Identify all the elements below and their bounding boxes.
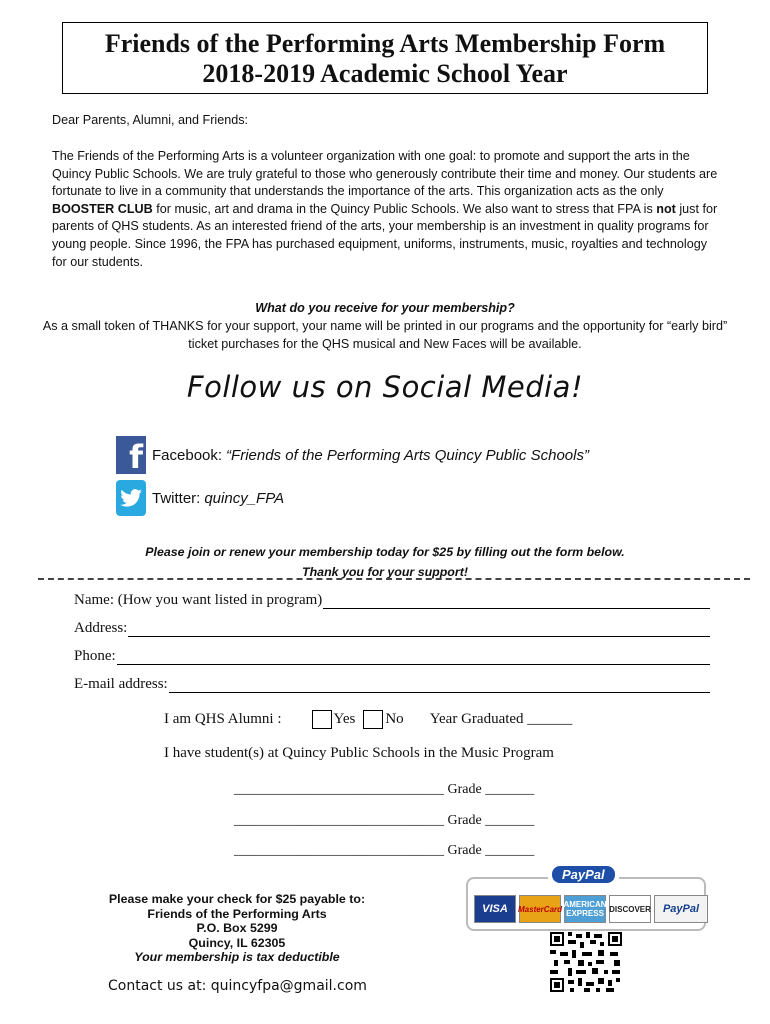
address-underline[interactable] <box>128 621 710 637</box>
no-label: No <box>385 711 404 727</box>
address-label: Address: <box>74 620 128 636</box>
student-grade-3[interactable]: ______________________________ Grade _______ <box>234 843 535 858</box>
city-state-zip: Quincy, IL 62305 <box>188 935 286 950</box>
twitter-icon[interactable] <box>116 480 146 516</box>
join-line2: Thank you for your support! <box>302 565 468 579</box>
facebook-page-name: “Friends of the Performing Arts Quincy Public Schools” <box>226 446 589 464</box>
twitter-row <box>116 480 284 516</box>
twitter-label: Twitter: <box>152 489 201 507</box>
po-box: P.O. Box 5299 <box>196 921 278 936</box>
paypal-logo: PayPal <box>548 867 619 882</box>
email-field[interactable] <box>74 676 710 693</box>
amex-icon: AMERICAN EXPRESS <box>564 895 606 923</box>
twitter-handle: quincy_FPA <box>204 489 285 507</box>
phone-label: Phone: <box>74 648 116 664</box>
join-line1: Please join or renew your membership today for $25 by filling out the form below. <box>145 545 625 559</box>
accepted-cards <box>474 895 708 923</box>
payment-info <box>72 892 402 965</box>
paypal-card-icon: PayPal <box>654 895 708 923</box>
student-grade-2[interactable]: ______________________________ Grade _______ <box>234 813 535 828</box>
name-label: Name: (How you want listed in program) <box>74 592 323 608</box>
yes-label: Yes <box>333 711 356 727</box>
intro-text: just for parents of QHS students. As an interested friend of the arts, your membership is an investment in quality programs for young people. Since 1996, the FPA has purchased equipment, uniforms, instruments, music, royalties and technology for our students. <box>52 201 718 269</box>
facebook-label: Facebook: <box>152 446 223 464</box>
alumni-yes-checkbox[interactable] <box>312 710 332 729</box>
mastercard-icon: MasterCard <box>519 895 561 923</box>
email-underline[interactable] <box>169 677 710 693</box>
name-field[interactable] <box>74 592 710 609</box>
phone-field[interactable] <box>74 648 710 665</box>
booster-club-bold: BOOSTER CLUB <box>52 201 153 216</box>
tax-deductible-note: Your membership is tax deductible <box>134 950 340 965</box>
contact-email: Contact us at: quincyfpa@gmail.com <box>108 978 367 994</box>
social-heading: Follow us on Social Media! <box>186 370 584 404</box>
alumni-label: I am QHS Alumni : <box>164 711 282 727</box>
benefits-question: What do you receive for your membership? <box>255 301 515 315</box>
cut-line <box>38 578 750 580</box>
alumni-no-checkbox[interactable] <box>363 710 383 729</box>
discover-icon: DISCOVER <box>609 895 651 923</box>
form-title: Friends of the Performing Arts Membership Form <box>104 29 666 58</box>
not-bold: not <box>656 201 676 216</box>
benefits-text: As a small token of THANKS for your support, your name will be printed in our programs and the opportunity for “early bird” ticket purchases for the QHS musical and New Faces will be available. <box>42 319 728 351</box>
name-underline[interactable] <box>323 593 710 609</box>
intro-text: for music, art and drama in the Quincy Public Schools. We also want to stress that FPA is <box>152 201 657 216</box>
paypal-badge[interactable] <box>466 867 706 931</box>
greeting: Dear Parents, Alumni, and Friends: <box>52 113 248 127</box>
form-title-box <box>62 22 708 94</box>
qr-code-icon[interactable] <box>550 932 622 992</box>
payee-name: Friends of the Performing Arts <box>147 906 327 921</box>
intro-paragraph <box>52 148 722 271</box>
student-grade-1[interactable]: ______________________________ Grade _______ <box>234 782 535 797</box>
alumni-row <box>164 710 572 729</box>
visa-icon: VISA <box>474 895 516 923</box>
email-label: E-mail address: <box>74 676 168 692</box>
academic-year: 2018-2019 Academic School Year <box>202 59 568 88</box>
year-graduated[interactable]: Year Graduated ______ <box>429 711 573 727</box>
address-field[interactable] <box>74 620 710 637</box>
facebook-row <box>116 436 589 474</box>
phone-underline[interactable] <box>117 649 710 665</box>
facebook-icon[interactable]: f <box>116 436 146 474</box>
payable-line: Please make your check for $25 payable to: <box>108 892 366 906</box>
music-program-label: I have student(s) at Quincy Public Schools in the Music Program <box>164 745 554 761</box>
intro-text: The Friends of the Performing Arts is a volunteer organization with one goal: to promote and support the arts in the Quincy Public Schools. We are truly grateful to those who generously contribute their time and money. Our students are fortunate to live in a community that understands the importance of the arts. This organization acts as the only <box>52 149 718 199</box>
